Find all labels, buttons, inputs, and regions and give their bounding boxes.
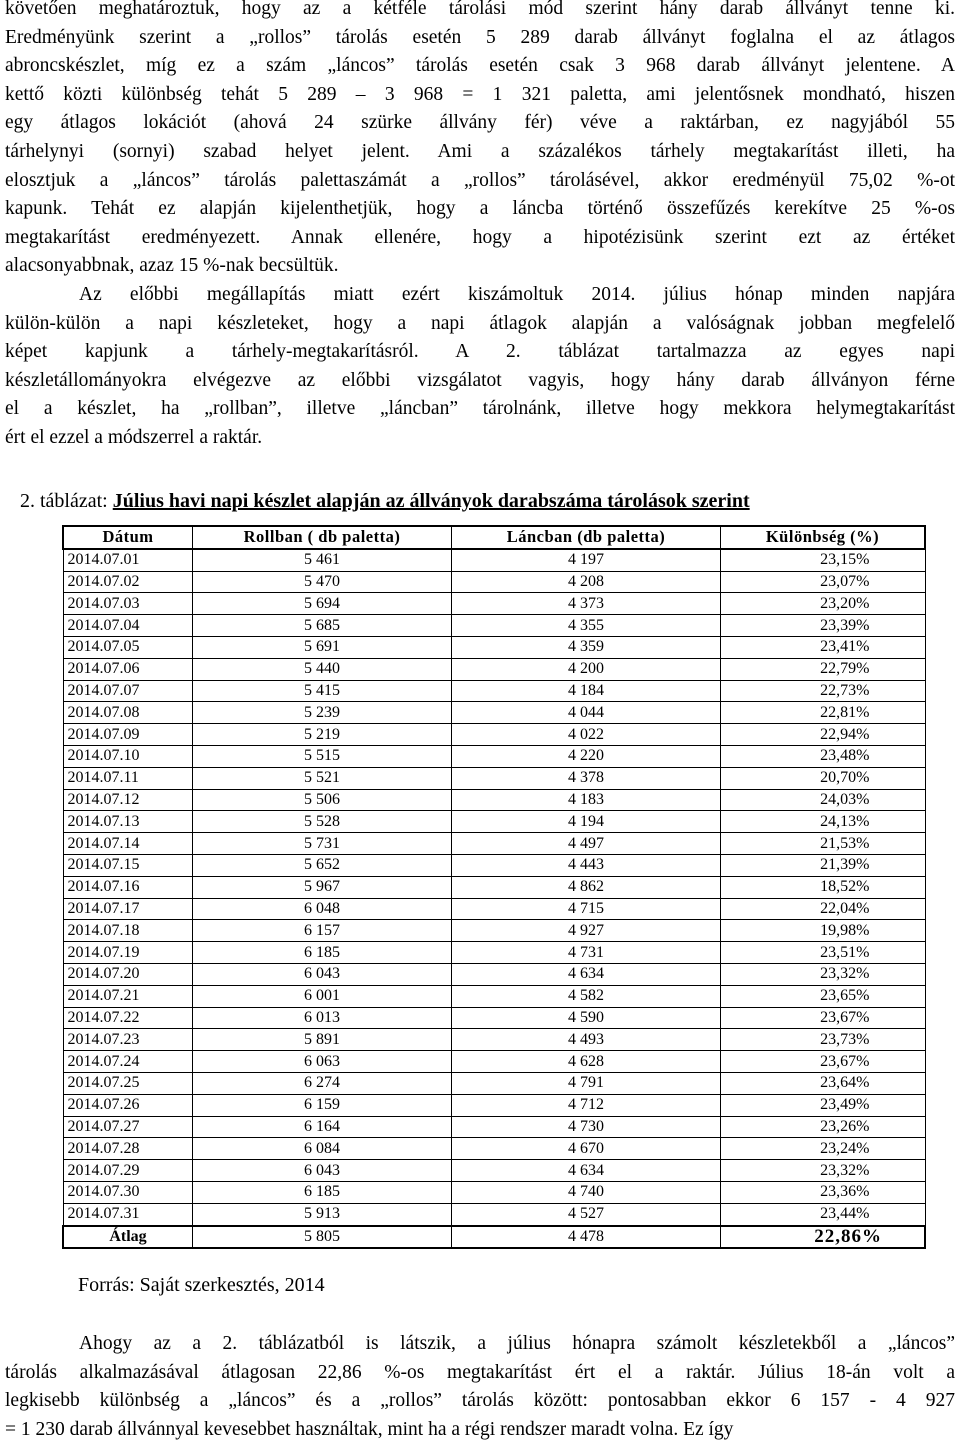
table-row: [63, 549, 925, 571]
cell-difference: 23,49%: [721, 1094, 926, 1116]
text-line: külön-külön a napi készleteket, hogy a napi átlagok alapján a valóságnak jobban megfelelő: [5, 312, 955, 334]
cell-roll: 5 521: [193, 767, 452, 789]
cell-difference: 22,79%: [721, 658, 926, 680]
average-chain: 4 478: [452, 1226, 721, 1249]
cell-roll: 5 470: [193, 571, 452, 593]
cell-chain: 4 740: [452, 1181, 721, 1203]
cell-roll: 5 652: [193, 854, 452, 876]
cell-roll: 5 891: [193, 1029, 452, 1051]
cell-chain: 4 634: [452, 1160, 721, 1182]
table-average-row: [63, 1226, 925, 1249]
cell-chain: 4 197: [452, 549, 721, 571]
cell-chain: 4 582: [452, 985, 721, 1007]
text-line: el a készlet, ha „rollban”, illetve „láncban” tárolnánk, illetve hogy mekkora helymegtakarítást: [5, 398, 955, 420]
cell-roll: 6 063: [193, 1051, 452, 1073]
cell-difference: 20,70%: [721, 767, 926, 789]
cell-difference: 23,39%: [721, 615, 926, 637]
text-line: készletállományokra elvégezve az előbbi vizsgálatot vagyis, hogy hány darab állványon férne: [5, 369, 955, 391]
cell-date: 2014.07.22: [63, 1007, 193, 1029]
cell-roll: 5 967: [193, 876, 452, 898]
cell-roll: 6 164: [193, 1116, 452, 1138]
table-row: [63, 1160, 925, 1182]
cell-difference: 24,03%: [721, 789, 926, 811]
table-row: [63, 898, 925, 920]
cell-date: 2014.07.04: [63, 615, 193, 637]
cell-chain: 4 493: [452, 1029, 721, 1051]
text-line: legkisebb különbség a „láncos” és a „rollos” tárolás között: pontosabban ekkor 6 157 - 4 927: [5, 1390, 955, 1412]
cell-date: 2014.07.09: [63, 724, 193, 746]
text-line: Eredményünk szerint a „rollos” tárolás esetén 5 289 darab állványt foglalna el az átlagos: [5, 26, 955, 48]
cell-difference: 23,64%: [721, 1072, 926, 1094]
average-roll: 5 805: [193, 1226, 452, 1249]
cell-difference: 23,15%: [721, 549, 926, 571]
cell-chain: 4 184: [452, 680, 721, 702]
cell-chain: 4 927: [452, 920, 721, 942]
table-header-row: [63, 526, 925, 549]
cell-chain: 4 715: [452, 898, 721, 920]
caption-title: Július havi napi készlet alapján az állványok darabszáma tárolások szerint: [112, 490, 750, 512]
text-line: tárhelynyi (sornyi) szabad helyet jelent. Ami a százalékos tárhely megtakarítást illeti, ha: [5, 140, 955, 162]
cell-difference: 18,52%: [721, 876, 926, 898]
table-source: Forrás: Saját szerkesztés, 2014: [78, 1274, 325, 1296]
text-line: megtakarítást eredményezett. Annak ellenére, hogy a hipotézisünk szerint ezt az értéket: [5, 226, 955, 248]
cell-date: 2014.07.25: [63, 1072, 193, 1094]
cell-difference: 23,73%: [721, 1029, 926, 1051]
cell-chain: 4 200: [452, 658, 721, 680]
cell-date: 2014.07.28: [63, 1138, 193, 1160]
cell-roll: 5 461: [193, 549, 452, 571]
average-difference: 22,86%: [721, 1226, 926, 1249]
storage-table: [62, 525, 926, 1249]
table-row: [63, 1203, 925, 1225]
text-line: Az előbbi megállapítás miatt ezért kiszámoltuk 2014. július hónap minden napjára: [79, 284, 955, 305]
cell-chain: 4 208: [452, 571, 721, 593]
cell-roll: 5 913: [193, 1203, 452, 1225]
cell-chain: 4 527: [452, 1203, 721, 1225]
cell-difference: 23,67%: [721, 1051, 926, 1073]
cell-date: 2014.07.08: [63, 702, 193, 724]
text-line: követően meghatároztuk, hogy az a kétféle tárolási mód szerint hány darab állványt tenne ki.: [5, 0, 955, 19]
table-row: [63, 876, 925, 898]
cell-chain: 4 670: [452, 1138, 721, 1160]
cell-chain: 4 044: [452, 702, 721, 724]
cell-roll: 6 048: [193, 898, 452, 920]
cell-chain: 4 862: [452, 876, 721, 898]
cell-date: 2014.07.05: [63, 636, 193, 658]
cell-chain: 4 497: [452, 833, 721, 855]
table-row: [63, 767, 925, 789]
cell-date: 2014.07.01: [63, 549, 193, 571]
cell-date: 2014.07.06: [63, 658, 193, 680]
cell-difference: 23,26%: [721, 1116, 926, 1138]
cell-chain: 4 634: [452, 963, 721, 985]
cell-roll: 5 219: [193, 724, 452, 746]
cell-roll: 5 731: [193, 833, 452, 855]
cell-difference: 22,73%: [721, 680, 926, 702]
table-row: [63, 1007, 925, 1029]
cell-date: 2014.07.30: [63, 1181, 193, 1203]
header-difference: Különbség (%): [721, 526, 926, 549]
cell-chain: 4 220: [452, 745, 721, 767]
text-line: kapunk. Tehát ez alapján kijelenthetjük, hogy a láncba történő összefűzés kerekítve 25 %-os: [5, 198, 955, 220]
cell-roll: 5 685: [193, 615, 452, 637]
cell-roll: 6 185: [193, 1181, 452, 1203]
cell-date: 2014.07.07: [63, 680, 193, 702]
text-line: alacsonyabbnak, azaz 15 %-nak becsültük.: [5, 255, 339, 277]
text-line: Ahogy az a 2. táblázatból is látszik, a július hónapra számolt készletekből a „láncos”: [79, 1333, 955, 1354]
table-row: [63, 593, 925, 615]
cell-date: 2014.07.11: [63, 767, 193, 789]
cell-roll: 6 159: [193, 1094, 452, 1116]
cell-date: 2014.07.13: [63, 811, 193, 833]
cell-roll: 5 691: [193, 636, 452, 658]
table-row: [63, 942, 925, 964]
table-row: [63, 724, 925, 746]
text-line: egy átlagos lokációt (ahová 24 szürke állvány fér) véve a raktárban, ez nagyjából 55: [5, 112, 955, 134]
cell-date: 2014.07.23: [63, 1029, 193, 1051]
cell-roll: 6 043: [193, 1160, 452, 1182]
text-line: kettő közti különbség tehát 5 289 – 3 968 = 1 321 paletta, ami jelentősnek mondható, hiszen: [5, 83, 955, 105]
cell-roll: 5 506: [193, 789, 452, 811]
cell-chain: 4 590: [452, 1007, 721, 1029]
cell-roll: 6 013: [193, 1007, 452, 1029]
cell-roll: 6 043: [193, 963, 452, 985]
cell-difference: 21,39%: [721, 854, 926, 876]
cell-date: 2014.07.21: [63, 985, 193, 1007]
table-row: [63, 571, 925, 593]
intro-paragraph: [5, 0, 955, 281]
cell-chain: 4 731: [452, 942, 721, 964]
table-row: [63, 985, 925, 1007]
cell-difference: 23,32%: [721, 1160, 926, 1182]
cell-chain: 4 730: [452, 1116, 721, 1138]
cell-roll: 6 084: [193, 1138, 452, 1160]
cell-date: 2014.07.15: [63, 854, 193, 876]
caption-prefix: 2. táblázat:: [20, 490, 113, 512]
cell-roll: 6 001: [193, 985, 452, 1007]
cell-date: 2014.07.12: [63, 789, 193, 811]
table-row: [63, 1094, 925, 1116]
average-label: Átlag: [63, 1226, 193, 1249]
cell-roll: 6 157: [193, 920, 452, 942]
cell-chain: 4 373: [452, 593, 721, 615]
cell-difference: 23,48%: [721, 745, 926, 767]
cell-roll: 6 185: [193, 942, 452, 964]
cell-chain: 4 712: [452, 1094, 721, 1116]
table-row: [63, 811, 925, 833]
cell-difference: 22,04%: [721, 898, 926, 920]
cell-date: 2014.07.31: [63, 1203, 193, 1225]
cell-chain: 4 443: [452, 854, 721, 876]
cell-roll: 5 528: [193, 811, 452, 833]
cell-date: 2014.07.03: [63, 593, 193, 615]
table-row: [63, 1181, 925, 1203]
table-row: [63, 680, 925, 702]
cell-chain: 4 355: [452, 615, 721, 637]
cell-difference: 23,67%: [721, 1007, 926, 1029]
cell-date: 2014.07.16: [63, 876, 193, 898]
method-paragraph: [5, 281, 955, 453]
header-roll: Rollban ( db paletta): [193, 526, 452, 549]
text-line: képet kapjunk a tárhely-megtakarításról. A 2. táblázat tartalmazza az egyes napi: [5, 341, 955, 363]
cell-difference: 23,07%: [721, 571, 926, 593]
cell-roll: 5 415: [193, 680, 452, 702]
cell-roll: 5 694: [193, 593, 452, 615]
cell-difference: 22,94%: [721, 724, 926, 746]
cell-difference: 23,65%: [721, 985, 926, 1007]
cell-difference: 23,36%: [721, 1181, 926, 1203]
cell-date: 2014.07.14: [63, 833, 193, 855]
cell-roll: 6 274: [193, 1072, 452, 1094]
cell-difference: 23,44%: [721, 1203, 926, 1225]
cell-date: 2014.07.19: [63, 942, 193, 964]
cell-roll: 5 515: [193, 745, 452, 767]
header-chain: Láncban (db paletta): [452, 526, 721, 549]
cell-difference: 23,41%: [721, 636, 926, 658]
table-caption: [20, 490, 750, 513]
header-date: Dátum: [63, 526, 193, 549]
cell-date: 2014.07.18: [63, 920, 193, 942]
conclusion-paragraph: [5, 1330, 955, 1444]
cell-date: 2014.07.20: [63, 963, 193, 985]
table-row: [63, 963, 925, 985]
cell-difference: 23,24%: [721, 1138, 926, 1160]
text-line: elosztjuk a „láncos” tárolás palettaszámát a „rollos” tárolásével, akkor eredményül 75,02 %-ot: [5, 169, 955, 191]
cell-date: 2014.07.02: [63, 571, 193, 593]
table-row: [63, 1072, 925, 1094]
cell-date: 2014.07.17: [63, 898, 193, 920]
table-row: [63, 833, 925, 855]
cell-chain: 4 791: [452, 1072, 721, 1094]
cell-difference: 23,51%: [721, 942, 926, 964]
table-row: [63, 789, 925, 811]
cell-difference: 23,20%: [721, 593, 926, 615]
cell-difference: 23,32%: [721, 963, 926, 985]
cell-chain: 4 022: [452, 724, 721, 746]
table-row: [63, 702, 925, 724]
text-line: abroncskészlet, míg ez a szám „láncos” tárolás esetén csak 3 968 darab állványt jelentene. A: [5, 55, 955, 77]
cell-difference: 21,53%: [721, 833, 926, 855]
table-row: [63, 1138, 925, 1160]
cell-chain: 4 183: [452, 789, 721, 811]
cell-difference: 19,98%: [721, 920, 926, 942]
cell-chain: 4 194: [452, 811, 721, 833]
table-row: [63, 1116, 925, 1138]
cell-date: 2014.07.24: [63, 1051, 193, 1073]
table-row: [63, 658, 925, 680]
table-row: [63, 854, 925, 876]
table-row: [63, 615, 925, 637]
table-row: [63, 1029, 925, 1051]
cell-chain: 4 628: [452, 1051, 721, 1073]
cell-date: 2014.07.29: [63, 1160, 193, 1182]
cell-difference: 22,81%: [721, 702, 926, 724]
cell-roll: 5 440: [193, 658, 452, 680]
cell-date: 2014.07.26: [63, 1094, 193, 1116]
cell-difference: 24,13%: [721, 811, 926, 833]
cell-date: 2014.07.10: [63, 745, 193, 767]
cell-chain: 4 378: [452, 767, 721, 789]
cell-date: 2014.07.27: [63, 1116, 193, 1138]
table-row: [63, 1051, 925, 1073]
text-line: tárolás alkalmazásával átlagosan 22,86 %-os megtakarítást ért el a raktár. Július 18-án volt a: [5, 1361, 955, 1383]
table-row: [63, 920, 925, 942]
text-line: = 1 230 darab állvánnyal kevesebbet használtak, mint ha a régi rendszer maradt volna. Ez így: [5, 1418, 734, 1440]
cell-chain: 4 359: [452, 636, 721, 658]
table-row: [63, 745, 925, 767]
table-row: [63, 636, 925, 658]
cell-roll: 5 239: [193, 702, 452, 724]
text-line: ért el ezzel a módszerrel a raktár.: [5, 426, 263, 448]
